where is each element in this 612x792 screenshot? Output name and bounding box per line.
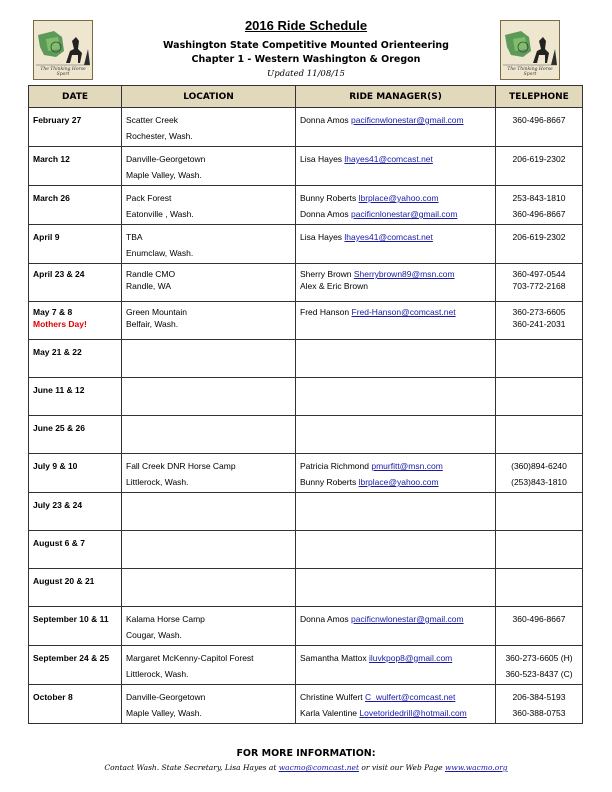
manager-line xyxy=(300,705,491,721)
manager-email-link[interactable]: iluvkpop8@gmail.com xyxy=(368,653,453,663)
ride-date: July 9 & 10 xyxy=(33,461,78,471)
cell-location xyxy=(122,607,296,646)
table-row xyxy=(29,607,583,646)
manager-name: Christine Wulfert xyxy=(300,692,366,702)
footer-text: or visit our Web Page xyxy=(358,763,445,772)
manager-name: Alex & Eric Brown xyxy=(300,281,369,291)
table-row xyxy=(29,108,583,147)
cell-telephone xyxy=(496,685,583,724)
manager-email-link[interactable]: pacificnlonestar@gmail.com xyxy=(351,209,458,219)
cell-date xyxy=(29,607,122,646)
cell-location xyxy=(122,147,296,186)
cell-date xyxy=(29,416,122,454)
manager-email-link[interactable]: lhayes41@comcast.net xyxy=(344,232,433,242)
location-line: Maple Valley, Wash. xyxy=(126,708,202,718)
ride-date: August 20 & 21 xyxy=(33,576,95,586)
cell-date xyxy=(29,685,122,724)
cell-date xyxy=(29,531,122,569)
cell-ride-managers xyxy=(296,302,496,340)
location-line: Randle CMO xyxy=(126,269,176,279)
manager-email-link[interactable]: pacificnwlonestar@gmail.com xyxy=(351,115,464,125)
cell-ride-managers xyxy=(296,108,496,147)
cell-ride-managers xyxy=(296,264,496,302)
cell-date xyxy=(29,108,122,147)
table-row xyxy=(29,531,583,569)
cell-location xyxy=(122,531,296,569)
manager-email-link[interactable]: lbrplace@yahoo.com xyxy=(358,193,439,203)
manager-line xyxy=(300,306,491,318)
chapter-name: Chapter 1 - Western Washington & Oregon xyxy=(191,54,421,65)
location-line: Danville-Georgetown xyxy=(126,154,206,164)
cell-telephone xyxy=(496,340,583,378)
manager-email-link[interactable]: lbrplace@yahoo.com xyxy=(358,477,439,487)
telephone-number: (360)894-6240 xyxy=(511,461,567,471)
ride-date: September 10 & 11 xyxy=(33,614,109,624)
telephone-number: 360-496-8667 xyxy=(512,209,566,219)
cell-location xyxy=(122,569,296,607)
ride-date: April 9 xyxy=(33,232,60,242)
cell-ride-managers xyxy=(296,225,496,264)
cell-date xyxy=(29,264,122,302)
manager-line xyxy=(300,650,491,666)
cell-location xyxy=(122,685,296,724)
logo-left xyxy=(33,20,93,80)
table-row xyxy=(29,225,583,264)
cell-telephone xyxy=(496,225,583,264)
column-header-ride-managers: RIDE MANAGER(S) xyxy=(296,86,496,108)
manager-email-link[interactable]: C_wulfert@comcast.net xyxy=(365,692,456,702)
page-title: 2016 Ride Schedule xyxy=(244,18,368,33)
location-line: Maple Valley, Wash. xyxy=(126,170,202,180)
manager-line xyxy=(300,112,491,128)
manager-line xyxy=(300,474,491,490)
table-row xyxy=(29,147,583,186)
telephone-number: 360-497-0544 xyxy=(512,269,566,279)
manager-line xyxy=(300,458,491,474)
cell-ride-managers xyxy=(296,340,496,378)
updated-date: Updated 11/08/15 xyxy=(267,69,345,79)
ride-date: March 12 xyxy=(33,154,70,164)
telephone-number: 206-619-2302 xyxy=(512,232,566,242)
ride-schedule-table xyxy=(28,85,583,724)
footer-email-link[interactable]: wacmo@comcast.net xyxy=(278,763,359,772)
ride-date: May 7 & 8 xyxy=(33,307,73,317)
manager-name: Donna Amos xyxy=(300,115,352,125)
manager-line xyxy=(300,689,491,705)
table-row xyxy=(29,416,583,454)
cell-ride-managers xyxy=(296,685,496,724)
location-line: Pack Forest xyxy=(126,193,172,203)
cell-telephone xyxy=(496,416,583,454)
cell-date xyxy=(29,186,122,225)
manager-line xyxy=(300,190,491,206)
logo-caption: The Thinking Horse Sport xyxy=(507,67,553,77)
cell-telephone xyxy=(496,302,583,340)
cell-date xyxy=(29,569,122,607)
manager-email-link[interactable]: pmurfitt@msn.com xyxy=(371,461,443,471)
telephone-number: 206-384-5193 xyxy=(512,692,566,702)
table-row xyxy=(29,264,583,302)
location-line: Enumclaw, Wash. xyxy=(126,248,194,258)
table-row xyxy=(29,302,583,340)
location-line: Scatter Creek xyxy=(126,115,178,125)
manager-name: Patricia Richmond xyxy=(300,461,372,471)
manager-email-link[interactable]: Lovetoridedrill@hotmail.com xyxy=(359,708,467,718)
cell-ride-managers xyxy=(296,493,496,531)
cell-location xyxy=(122,646,296,685)
logo-caption: The Thinking Horse Sport xyxy=(40,67,86,77)
cell-location xyxy=(122,264,296,302)
ride-date: April 23 & 24 xyxy=(33,269,85,279)
cell-location xyxy=(122,416,296,454)
ride-date: June 25 & 26 xyxy=(33,423,85,433)
footer-text: Contact Wash. State Secretary, Lisa Hayes at xyxy=(104,763,279,772)
manager-line xyxy=(300,151,491,167)
cell-location xyxy=(122,225,296,264)
cell-telephone xyxy=(496,646,583,685)
manager-email-link[interactable]: lhayes41@comcast.net xyxy=(344,154,433,164)
cell-ride-managers xyxy=(296,646,496,685)
manager-name: Bunny Roberts xyxy=(300,477,359,487)
cell-date xyxy=(29,378,122,416)
manager-line xyxy=(300,280,491,292)
cell-telephone xyxy=(496,454,583,493)
cell-ride-managers xyxy=(296,378,496,416)
telephone-number: 360-241-2031 xyxy=(512,319,566,329)
ride-date: February 27 xyxy=(33,115,82,125)
cell-telephone xyxy=(496,607,583,646)
table-row xyxy=(29,340,583,378)
ride-date: October 8 xyxy=(33,692,73,702)
ride-date: June 11 & 12 xyxy=(33,385,85,395)
cell-telephone xyxy=(496,493,583,531)
cell-telephone xyxy=(496,378,583,416)
telephone-number: 360-273-6605 (H) xyxy=(505,653,573,663)
table-row xyxy=(29,454,583,493)
column-header-telephone: TELEPHONE xyxy=(496,86,583,108)
cell-ride-managers xyxy=(296,531,496,569)
manager-name: Fred Hanson xyxy=(300,307,352,317)
location-line: Littlerock, Wash. xyxy=(126,477,189,487)
manager-email-link[interactable]: Fred-Hanson@comcast.net xyxy=(351,307,456,317)
table-row xyxy=(29,186,583,225)
ride-date: September 24 & 25 xyxy=(33,653,110,663)
cell-telephone xyxy=(496,569,583,607)
cell-location xyxy=(122,493,296,531)
cell-date xyxy=(29,646,122,685)
location-line: TBA xyxy=(126,232,143,242)
table-row xyxy=(29,493,583,531)
cell-ride-managers xyxy=(296,569,496,607)
cell-location xyxy=(122,340,296,378)
location-line: Cougar, Wash. xyxy=(126,630,182,640)
cell-date xyxy=(29,493,122,531)
cell-date xyxy=(29,225,122,264)
manager-line xyxy=(300,611,491,627)
manager-line xyxy=(300,229,491,245)
telephone-number: 360-496-8667 xyxy=(512,614,566,624)
table-row xyxy=(29,569,583,607)
ride-date: August 6 & 7 xyxy=(33,538,85,548)
column-header-location: LOCATION xyxy=(122,86,296,108)
table-row xyxy=(29,646,583,685)
cell-date xyxy=(29,454,122,493)
cell-telephone xyxy=(496,264,583,302)
ride-date: March 26 xyxy=(33,193,70,203)
location-line: Littlerock, Wash. xyxy=(126,669,189,679)
cell-date xyxy=(29,302,122,340)
cell-location xyxy=(122,186,296,225)
footer-web-link[interactable]: www.wacmo.org xyxy=(444,763,508,772)
manager-name: Lisa Hayes xyxy=(300,154,345,164)
manager-name: Lisa Hayes xyxy=(300,232,345,242)
location-line: Fall Creek DNR Horse Camp xyxy=(126,461,236,471)
location-line: Danville-Georgetown xyxy=(126,692,206,702)
cell-ride-managers xyxy=(296,186,496,225)
manager-email-link[interactable]: Sherrybrown89@msn.com xyxy=(353,269,455,279)
location-line: Kalama Horse Camp xyxy=(126,614,205,624)
cell-location xyxy=(122,454,296,493)
column-header-date: DATE xyxy=(29,86,122,108)
manager-line xyxy=(300,206,491,222)
telephone-number: 360-388-0753 xyxy=(512,708,566,718)
telephone-number: 206-619-2302 xyxy=(512,154,566,164)
manager-email-link[interactable]: pacificnwlonestar@gmail.com xyxy=(351,614,464,624)
telephone-number: 360-523-8437 (C) xyxy=(505,669,573,679)
manager-name: Bunny Roberts xyxy=(300,193,359,203)
table-header-row xyxy=(29,86,583,108)
manager-name: Donna Amos xyxy=(300,614,352,624)
manager-line xyxy=(300,268,491,280)
manager-name: Donna Amos xyxy=(300,209,352,219)
telephone-number: 360-496-8667 xyxy=(512,115,566,125)
ride-date: July 23 & 24 xyxy=(33,500,83,510)
location-line: Margaret McKenny-Capitol Forest xyxy=(126,653,254,663)
location-line: Randle, WA xyxy=(126,281,172,291)
table-row xyxy=(29,378,583,416)
cell-date xyxy=(29,147,122,186)
cell-ride-managers xyxy=(296,147,496,186)
cell-location xyxy=(122,302,296,340)
telephone-number: 703-772-2168 xyxy=(512,281,566,291)
footer-contact xyxy=(0,763,612,772)
cell-location xyxy=(122,378,296,416)
cell-date xyxy=(29,340,122,378)
cell-telephone xyxy=(496,108,583,147)
manager-name: Samantha Mattox xyxy=(300,653,369,663)
ride-date: May 21 & 22 xyxy=(33,347,82,357)
cell-ride-managers xyxy=(296,416,496,454)
ride-date-note: Mothers Day! xyxy=(33,319,87,329)
cell-ride-managers xyxy=(296,454,496,493)
manager-name: Karla Valentine xyxy=(300,708,360,718)
location-line: Eatonville , Wash. xyxy=(126,209,194,219)
cell-telephone xyxy=(496,186,583,225)
cell-location xyxy=(122,108,296,147)
cell-telephone xyxy=(496,147,583,186)
footer-heading: FOR MORE INFORMATION: xyxy=(236,748,376,759)
telephone-number: (253)843-1810 xyxy=(511,477,567,487)
manager-name: Sherry Brown xyxy=(300,269,354,279)
location-line: Belfair, Wash. xyxy=(126,319,179,329)
location-line: Rochester, Wash. xyxy=(126,131,193,141)
organization-name: Washington State Competitive Mounted Orienteering xyxy=(163,40,449,51)
telephone-number: 253-843-1810 xyxy=(512,193,566,203)
table-row xyxy=(29,685,583,724)
cell-ride-managers xyxy=(296,607,496,646)
telephone-number: 360-273-6605 xyxy=(512,307,566,317)
location-line: Green Mountain xyxy=(126,307,187,317)
cell-telephone xyxy=(496,531,583,569)
